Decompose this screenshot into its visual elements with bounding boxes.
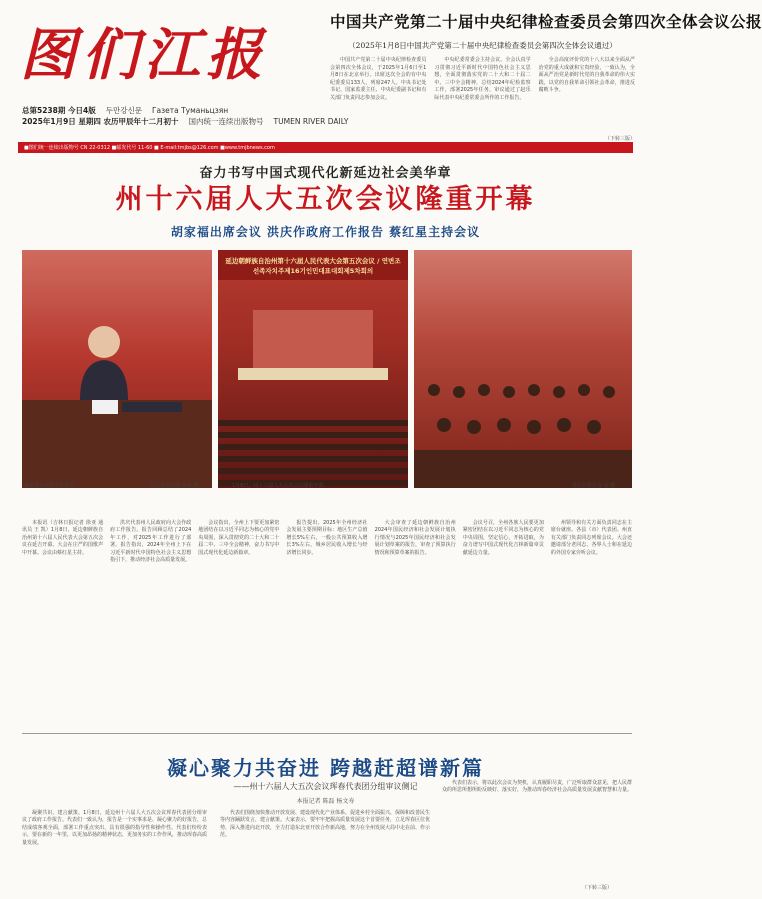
assembly-photo [414, 250, 632, 488]
lead-article-body [22, 520, 632, 725]
assembly-illustration [414, 250, 632, 488]
communique-title[interactable]: 中国共产党第二十届中央纪律检查委员会第四次全体会议公报 [330, 12, 762, 31]
bottom-column-left: 凝聚共识，建言献策。1月8日，延边州十六届人大五次会议珲春代表团分组审议了政府工作报告。代表们一致认为，报告是一个实事求是、凝心聚力的好报告，总结成绩客观全面，部署工作重点突出，具有很强的指导性和操作性。代表们纷纷表示，要在新的一年里，以更加昂扬的精神状态，更加务实的工作作风，推动珲春高质量发展。 [22, 810, 208, 846]
communique-col: 中央纪委常委会主持会议。全会认真学习贯彻习近平新时代中国特色社会主义思想，全面贯彻落实党的二十大和二十届二中、三中全会精神，总结2024年纪检监察工作，部署2025年任务，审议通过了赵乐际代表中央纪委常委会所作的工作报告。 [434, 57, 531, 101]
article-column: 报告提出，2025年全州经济社会发展主要预期目标：地区生产总值增长5%左右，一般公共预算收入增长3%左右，城乡居民收入增长与经济增长同步。 [286, 520, 368, 556]
cn-label: 国内统一连续出版物号 [188, 117, 264, 126]
russian-name: Газета Туманьцзян [151, 106, 229, 115]
article-column: 洪庆代表州人民政府向大会作政府工作报告。报告回顾总结了2024年工作，对2025年工作进行了部署。报告指出，2024年全州上下在习近平新时代中国特色社会主义思想指引下，推动经济社会高质量发展。 [110, 520, 192, 564]
article-column: 州领导和有关方面负责同志在主席台就座。各县（市）代表团、州直有关部门负责同志列席会议。大会还邀请部分老同志、各界人士和在延边的外国专家旁听会议。 [550, 520, 632, 556]
bottom-column-right: 代表们表示，将以此次会议为契机，认真履职尽责，广泛听取群众意见，把人民群众的所思所想所盼反映好、落实好，为推动珲春经济社会高质量发展贡献智慧和力量。 [442, 780, 633, 794]
photo2-caption: 1月8日，州十六届人大五次会议隆重开幕。 [232, 483, 329, 489]
communique-more: （下转三版） [604, 136, 635, 142]
communique-col: 全会高度评价党的十八大以来全面从严治党的重大成就和宝贵经验，一致认为，全面从严治党是新时代党的自我革命的伟大实践，以党的自我革命引领社会革命，推进反腐败斗争。 [538, 57, 635, 94]
contact-strip: ■图们统一连续出版物号 CN 22-0312 ■邮发代号 11-60 ■ E-mail:tmjbs@126.com ■www.tmjbnews.com [18, 143, 633, 153]
bottom-article-body [22, 760, 632, 895]
hall-banner: 延边朝鲜族自治州第十六届人民代表大会第五次会议 / 연변조선족자치주제16기인민대표대회제5차회의 [225, 257, 401, 275]
photo3-credit: 延边日报记者 宋 摄 [572, 483, 616, 489]
bottom-subtitle: ——州十六届人大五次会议珲春代表团分组审议侧记 [233, 782, 418, 791]
hall-illustration [218, 250, 408, 488]
bottom-byline: 本报记者 陈磊 杨文寿 [296, 798, 355, 805]
bottom-more: （下转三版） [582, 885, 613, 891]
lead-headline[interactable]: 州十六届人大五次会议隆重开幕 [115, 184, 536, 215]
speaker-illustration [22, 250, 212, 488]
communique-col: 中国共产党第二十届中央纪律检查委员会第四次全体会议，于2025年1月6日至1月8日在北京举行。出席这次全会的有中央纪委委员133人，列席247人。中央书记处书记、国家监委主任、中央纪委副书记和有关部门负责同志参加会议。 [330, 57, 427, 101]
lead-kicker: 奋力书写中国式现代化新延边社会美华章 [199, 166, 452, 181]
lead-subhead: 胡家福出席会议 洪庆作政府工作报告 蔡红星主持会议 [170, 225, 481, 239]
bottom-headline[interactable]: 凝心聚力共奋进 跨越赶超谱新篇 [167, 756, 484, 780]
section-divider [22, 733, 632, 734]
newspaper-logo [20, 12, 310, 98]
hall-photo [218, 250, 408, 488]
article-column: 大会审查了延边朝鲜族自治州2024年国民经济和社会发展计划执行情况与2025年国民经济和社会发展计划草案的报告，审查了预算执行情况和预算草案的报告。 [374, 520, 456, 556]
article-column: 本报讯（吉林日报记者 徐亚 通讯员 王 凯）1月8日，延边朝鲜族自治州第十六届人民代表大会第五次会议在延吉开幕。大会在庄严的国歌声中开幕。会议由蔡红星主持。 [22, 520, 104, 556]
logo-text: 图们江报 [20, 22, 268, 88]
speaker-photo [22, 250, 212, 488]
communique-subtitle: （2025年1月8日中国共产党第二十届中央纪律检查委员会第四次全体会议通过） [348, 41, 617, 50]
korean-name: 두만강신문 [105, 106, 142, 115]
article-column: 会议号召，全州各族人民要更加紧密团结在以习近平同志为核心的党中央周围，坚定信心，开拓进取，为奋力谱写中国式现代化吉林新篇章贡献延边力量。 [462, 520, 544, 556]
communique-body [330, 57, 635, 135]
bottom-column-middle: 代表们围绕加快推动开放发展、建设现代化产业体系、促进乡村全面振兴、保障和改善民生等内容踊跃发言，建言献策。大家表示，要牢牢把握高质量发展这个首要任务，立足珲春区位优势，深入推进向北开放，全力打造东北亚开放合作新高地，努力在全州发展大局中走在前、作示范。 [220, 810, 431, 839]
issue-info [22, 105, 349, 127]
photo1-caption: 胡家福在政府工作报告 [24, 483, 75, 489]
article-column: 会议指出，全州上下要更加紧密地团结在以习近平同志为核心的党中央周围，深入贯彻党的二十大和二十届二中、三中全会精神，奋力书写中国式现代化延边新篇章。 [198, 520, 280, 556]
english-name: TUMEN RIVER DAILY [273, 117, 349, 126]
top-right-article [330, 10, 762, 142]
issue-date: 2025年1月9日 星期四 农历甲辰年十二月初十 [22, 117, 179, 126]
issue-number: 总第5238期 今日4版 [22, 106, 96, 115]
photo1-credit: 延边日报记者 孙明 摄 [150, 483, 199, 489]
